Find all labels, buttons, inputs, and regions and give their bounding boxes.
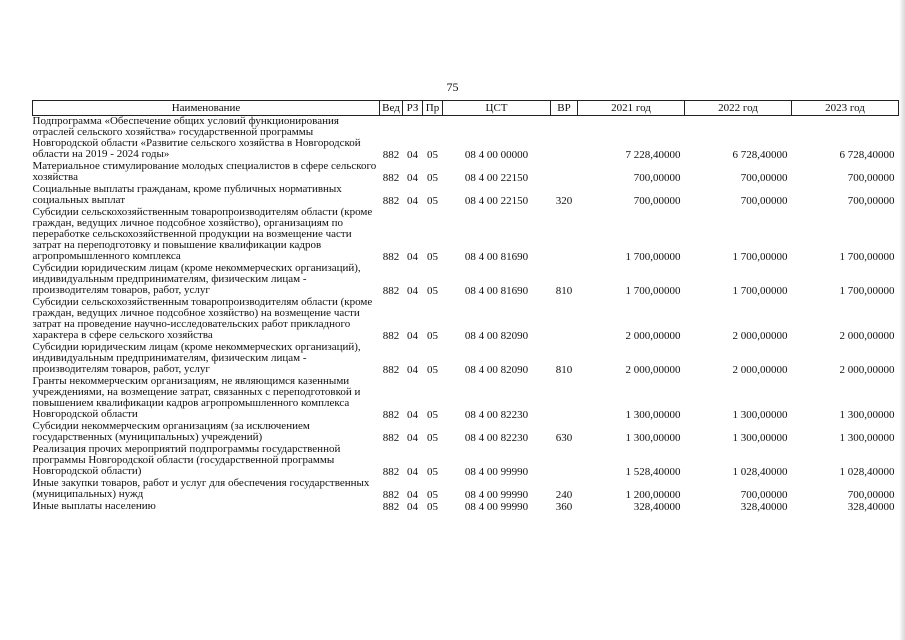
row-2022: 6 728,40000: [732, 149, 788, 161]
row-pr: 05: [427, 466, 438, 478]
table-row: [33, 161, 899, 184]
row-vr: [551, 297, 578, 342]
page-edge-shadow: [899, 0, 905, 640]
row-rz: 04: [407, 501, 418, 513]
row-vr: 810: [555, 364, 573, 376]
table-row: [33, 263, 899, 297]
row-rz: 04: [407, 466, 418, 478]
row-ved: 882: [382, 172, 400, 184]
row-2023: 1 700,00000: [839, 285, 895, 297]
row-2021: 700,00000: [633, 195, 681, 207]
row-pr: 05: [427, 432, 438, 444]
table-row: [33, 342, 899, 376]
row-cst: 08 4 00 81690: [464, 251, 529, 263]
row-2023: 328,40000: [847, 501, 895, 513]
row-cst: 08 4 00 82230: [464, 409, 529, 421]
row-rz: 04: [407, 364, 418, 376]
row-2021: 1 300,00000: [625, 432, 681, 444]
row-vr: 320: [555, 195, 573, 207]
row-2023: 1 028,40000: [839, 466, 895, 478]
row-ved: 882: [382, 251, 400, 263]
budget-table: [32, 100, 899, 513]
row-vr: 630: [555, 432, 573, 444]
header-ved: Вед: [380, 101, 403, 116]
row-name: Гранты некоммерческим организациям, не являющимся казенными учреждениями, на возмещение затрат, связанных с переподготовкой и повышением квалификации кадров агропромышленного комплекса Новгородской области: [32, 375, 361, 420]
row-rz: 04: [407, 195, 418, 207]
row-rz: 04: [407, 285, 418, 297]
row-2022: 1 700,00000: [732, 285, 788, 297]
row-cst: 08 4 00 82090: [464, 364, 529, 376]
row-rz: 04: [407, 489, 418, 501]
row-name: Субсидии сельскохозяйственным товаропроизводителям области (кроме граждан, ведущих личное подсобное хозяйство), организациям по переработке сельскохозяйственной продукции на возмещение части затрат на переподготовку и повышение квалификации кадров агропромышленного комплекса: [32, 206, 373, 262]
row-2021: 7 228,40000: [625, 149, 681, 161]
row-cst: 08 4 00 99990: [464, 466, 529, 478]
row-name: Субсидии юридическим лицам (кроме некоммерческих организаций), индивидуальным предпринимателям, физическим лицам - производителям товаров, работ, услуг: [32, 341, 361, 375]
row-2021: 2 000,00000: [625, 364, 681, 376]
row-2021: 700,00000: [633, 172, 681, 184]
row-name: Социальные выплаты гражданам, кроме публичных нормативных социальных выплат: [32, 183, 342, 206]
header-2022: 2022 год: [685, 101, 792, 116]
row-ved: 882: [382, 466, 400, 478]
row-2023: 700,00000: [847, 489, 895, 501]
row-ved: 882: [382, 330, 400, 342]
row-2022: 1 028,40000: [732, 466, 788, 478]
table-row: [33, 478, 899, 501]
row-ved: 882: [382, 149, 400, 161]
row-2023: 2 000,00000: [839, 330, 895, 342]
row-pr: 05: [427, 172, 438, 184]
row-2021: 2 000,00000: [625, 330, 681, 342]
row-rz: 04: [407, 330, 418, 342]
row-pr: 05: [427, 251, 438, 263]
row-name: Субсидии некоммерческим организациям (за исключением государственных (муниципальных) учреждений): [32, 420, 310, 443]
row-name: Подпрограмма «Обеспечение общих условий функционирования отраслей сельского хозяйства» государственной программы Новгородской области «Развитие сельского хозяйства в Новгородской области на 2019 - 2024 годы»: [32, 115, 361, 160]
table-row: [33, 297, 899, 342]
row-ved: 882: [382, 364, 400, 376]
row-ved: 882: [382, 285, 400, 297]
row-vr: [551, 161, 578, 184]
row-pr: 05: [427, 489, 438, 501]
table-row: [33, 501, 899, 513]
row-cst: 08 4 00 22150: [464, 195, 529, 207]
row-name: Реализация прочих мероприятий подпрограммы государственной программы Новгородской области (государственной программы Новгородской области): [32, 443, 341, 477]
row-vr: [551, 376, 578, 421]
row-cst: 08 4 00 82090: [464, 330, 529, 342]
row-2023: 700,00000: [847, 172, 895, 184]
row-vr: [551, 116, 578, 162]
row-pr: 05: [427, 149, 438, 161]
row-rz: 04: [407, 251, 418, 263]
header-2021: 2021 год: [578, 101, 685, 116]
row-ved: 882: [382, 409, 400, 421]
row-2021: 1 700,00000: [625, 251, 681, 263]
row-vr: [551, 444, 578, 478]
row-2023: 700,00000: [847, 195, 895, 207]
row-2023: 1 300,00000: [839, 409, 895, 421]
row-2022: 700,00000: [740, 195, 788, 207]
row-cst: 08 4 00 81690: [464, 285, 529, 297]
row-2023: 6 728,40000: [839, 149, 895, 161]
row-vr: 360: [555, 501, 573, 513]
row-cst: 08 4 00 00000: [464, 149, 529, 161]
header-name: Наименование: [33, 101, 380, 116]
row-name: Субсидии юридическим лицам (кроме некоммерческих организаций), индивидуальным предпринимателям, физическим лицам - производителям товаров, работ, услуг: [32, 262, 361, 296]
table-row: [33, 444, 899, 478]
row-pr: 05: [427, 195, 438, 207]
row-pr: 05: [427, 409, 438, 421]
row-2021: 1 700,00000: [625, 285, 681, 297]
row-pr: 05: [427, 364, 438, 376]
row-cst: 08 4 00 99990: [464, 489, 529, 501]
header-cst: ЦСТ: [443, 101, 551, 116]
header-vr: ВР: [551, 101, 578, 116]
row-2021: 328,40000: [633, 501, 681, 513]
row-ved: 882: [382, 489, 400, 501]
row-ved: 882: [382, 195, 400, 207]
row-vr: [551, 207, 578, 263]
row-rz: 04: [407, 432, 418, 444]
table-row: [33, 207, 899, 263]
row-2022: 1 300,00000: [732, 409, 788, 421]
header-2023: 2023 год: [792, 101, 899, 116]
row-2021: 1 300,00000: [625, 409, 681, 421]
row-vr: 810: [555, 285, 573, 297]
row-cst: 08 4 00 82230: [464, 432, 529, 444]
table-row: [33, 116, 899, 162]
row-2023: 2 000,00000: [839, 364, 895, 376]
header-rz: РЗ: [403, 101, 423, 116]
row-rz: 04: [407, 172, 418, 184]
row-vr: 240: [555, 489, 573, 501]
row-2022: 1 700,00000: [732, 251, 788, 263]
row-cst: 08 4 00 22150: [464, 172, 529, 184]
table-row: [33, 376, 899, 421]
row-rz: 04: [407, 409, 418, 421]
row-name: Иные закупки товаров, работ и услуг для обеспечения государственных (муниципальных) нужд: [32, 477, 370, 500]
row-2022: 1 300,00000: [732, 432, 788, 444]
row-ved: 882: [382, 501, 400, 513]
row-2022: 2 000,00000: [732, 364, 788, 376]
row-pr: 05: [427, 330, 438, 342]
row-pr: 05: [427, 501, 438, 513]
row-2022: 700,00000: [740, 489, 788, 501]
row-name: Субсидии сельскохозяйственным товаропроизводителям области (кроме граждан, ведущих личное подсобное хозяйство) на возмещение части затрат на проведение научно-исследовательских работ прикладного характера в сфере сельского хозяйства: [32, 296, 373, 341]
row-2021: 1 200,00000: [625, 489, 681, 501]
table-header-row: [33, 101, 899, 116]
table-row: [33, 421, 899, 444]
table-row: [33, 184, 899, 207]
row-2023: 1 700,00000: [839, 251, 895, 263]
header-pr: Пр: [423, 101, 443, 116]
row-cst: 08 4 00 99990: [464, 501, 529, 513]
row-rz: 04: [407, 149, 418, 161]
row-name: Материальное стимулирование молодых специалистов в сфере сельского хозяйства: [32, 160, 377, 183]
row-2022: 328,40000: [740, 501, 788, 513]
row-name: Иные выплаты населению: [32, 500, 156, 512]
page-number: 75: [446, 80, 459, 94]
row-2021: 1 528,40000: [625, 466, 681, 478]
row-pr: 05: [427, 285, 438, 297]
row-ved: 882: [382, 432, 400, 444]
row-2022: 2 000,00000: [732, 330, 788, 342]
row-2022: 700,00000: [740, 172, 788, 184]
row-2023: 1 300,00000: [839, 432, 895, 444]
